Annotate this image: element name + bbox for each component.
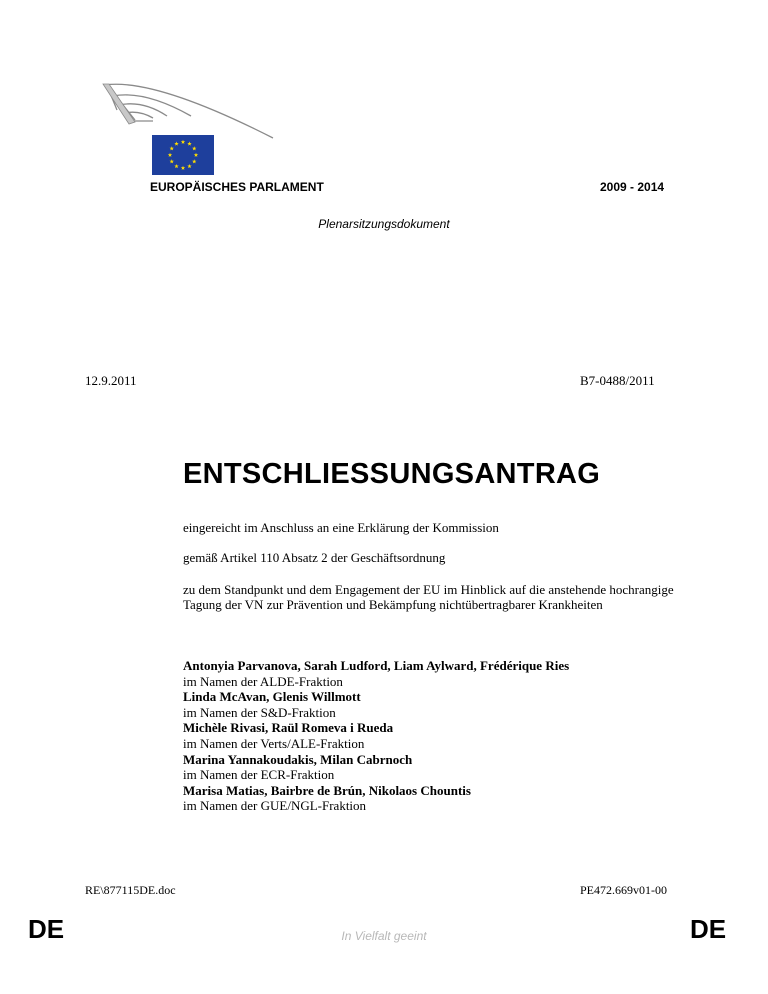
institution-name: EUROPÄISCHES PARLAMENT [150, 180, 324, 194]
author-names: Linda McAvan, Glenis Willmott [183, 689, 361, 705]
eu-motto: In Vielfalt geeint [341, 929, 427, 943]
document-title: ENTSCHLIESSUNGSANTRAG [183, 458, 601, 490]
author-names: Michèle Rivasi, Raül Romeva i Rueda [183, 720, 394, 736]
subtitle-topic: zu dem Standpunkt und dem Engagement der EU im Hinblick auf die anstehende hochrangige Tagung der VN zur Prävention und Bekämpfung nichtübertragbarer Krankheiten [183, 582, 674, 612]
author-group: im Namen der ALDE-Fraktion [183, 673, 343, 689]
authors-list [183, 658, 569, 814]
language-code-left: DE [28, 914, 65, 944]
subtitle-line: gemäß Artikel 110 Absatz 2 der Geschäftsordnung [183, 550, 446, 565]
author-group: im Namen der S&D-Fraktion [183, 704, 336, 720]
pe-number: PE472.669v01-00 [580, 883, 667, 897]
document-reference: B7-0488/2011 [580, 373, 655, 388]
author-names: Marina Yannakoudakis, Milan Cabrnoch [183, 751, 413, 767]
language-code-right: DE [690, 914, 727, 944]
document-date: 12.9.2011 [85, 373, 137, 388]
author-names: Antonyia Parvanova, Sarah Ludford, Liam Aylward, Frédérique Ries [183, 658, 570, 673]
author-group: im Namen der GUE/NGL-Fraktion [183, 798, 367, 814]
author-group: im Namen der ECR-Fraktion [183, 767, 335, 783]
file-name: RE\877115DE.doc [85, 883, 176, 897]
european-parliament-logo [95, 80, 280, 180]
author-group: im Namen der Verts/ALE-Fraktion [183, 735, 365, 751]
document-type: Plenarsitzungsdokument [318, 217, 450, 231]
legislative-term: 2009 - 2014 [600, 180, 665, 194]
author-names: Marisa Matias, Bairbre de Brún, Nikolaos Chountis [183, 782, 471, 798]
subtitle-line: eingereicht im Anschluss an eine Erklärung der Kommission [183, 520, 499, 535]
